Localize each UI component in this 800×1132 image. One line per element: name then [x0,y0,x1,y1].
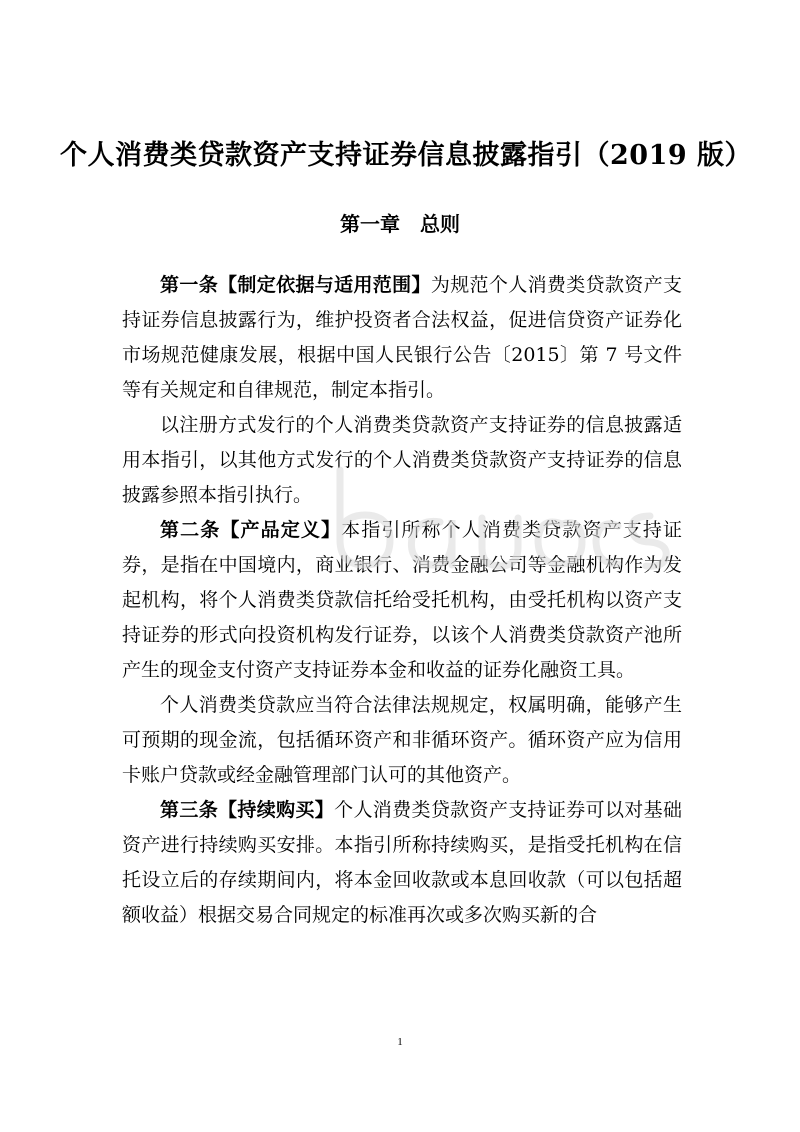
article-1-text-2: 以注册方式发行的个人消费类贷款资产支持证券的信息披露适用本指引，以其他方式发行的个人消费类贷款资产支持证券的信息披露参照本指引执行。 [122,414,682,506]
document-title: 个人消费类贷款资产支持证券信息披露指引（2019 版） [60,140,753,171]
document-body [122,268,682,933]
article-2-paragraph [122,513,682,688]
chapter-heading: 第一章 总则 [340,212,460,236]
article-2-heading: 第二条【产品定义】 [160,519,342,541]
article-2-text-2: 个人消费类贷款应当符合法律法规规定，权属明确，能够产生可预期的现金流，包括循环资产和非循环资产。循环资产应为信用卡账户贷款或经金融管理部门认可的其他资产。 [122,694,682,786]
article-1-paragraph [122,268,682,408]
article-3-heading: 第三条【持续购买】 [160,799,335,821]
article-2-text: 本指引所称个人消费类贷款资产支持证券，是指在中国境内，商业银行、消费金融公司等金融机构作为发起机构，将个人消费类贷款信托给受托机构，由受托机构以资产支持证券的形式向投资机构发行证券，以该个人消费类贷款资产池所产生的现金支付资产支持证券本金和收益的证券化融资工具。 [122,519,682,681]
article-1-paragraph-2 [122,408,682,513]
article-2-paragraph-2 [122,688,682,793]
page-number: 1 [397,1036,403,1048]
article-3-paragraph [122,793,682,933]
article-3-text: 个人消费类贷款资产支持证券可以对基础资产进行持续购买安排。本指引所称持续购买，是指受托机构在信托设立后的存续期间内，将本金回收款或本息回收款（可以包括超额收益）根据交易合同规定的标准再次或多次购买新的合 [122,799,682,926]
article-1-text: 为规范个人消费类贷款资产支持证券信息披露行为，维护投资者合法权益，促进信贷资产证券化市场规范健康发展，根据中国人民银行公告〔2015〕第 7 号文件等有关规定和自律规范，制定本指引。 [122,274,682,401]
article-1-heading: 第一条【制定依据与适用范围】 [160,274,431,296]
